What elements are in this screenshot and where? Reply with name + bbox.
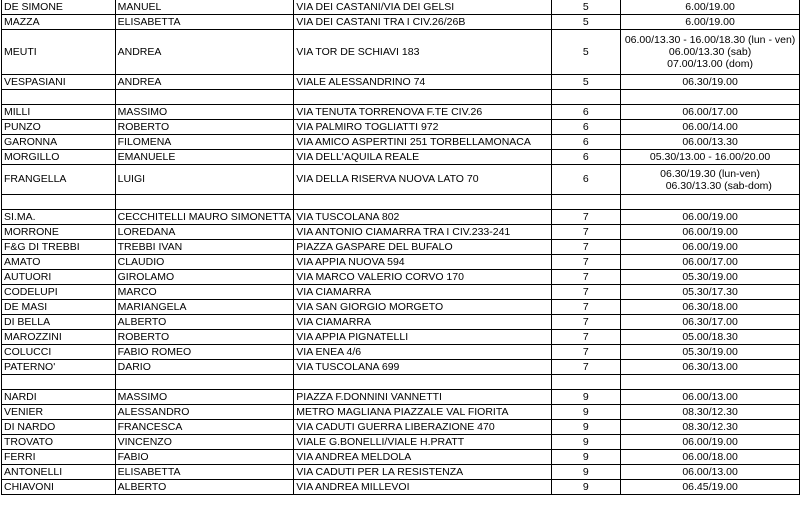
cell-surname: ANTONELLI: [2, 465, 116, 480]
cell-surname: DE SIMONE: [2, 0, 116, 15]
cell-surname: [2, 375, 116, 390]
cell-hours: 05.00/18.30: [621, 330, 800, 345]
table-row: [2, 360, 800, 375]
cell-zone: 6: [551, 150, 621, 165]
cell-name: [115, 90, 294, 105]
cell-address: VIA DEI CASTANI/VIA DEI GELSI: [294, 0, 551, 15]
cell-name: ELISABETTA: [115, 15, 294, 30]
table-row: [2, 165, 800, 195]
cell-hours: 06.30/18.00: [621, 300, 800, 315]
cell-zone: [551, 195, 621, 210]
cell-address: VIA CADUTI PER LA RESISTENZA: [294, 465, 551, 480]
cell-surname: FRANGELLA: [2, 165, 116, 195]
cell-name: ALESSANDRO: [115, 405, 294, 420]
cell-name: FILOMENA: [115, 135, 294, 150]
cell-zone: 6: [551, 165, 621, 195]
table-row: [2, 135, 800, 150]
cell-name: MASSIMO: [115, 390, 294, 405]
cell-hours: 6.00/19.00: [621, 0, 800, 15]
kiosk-table: [1, 0, 800, 495]
cell-name: LUIGI: [115, 165, 294, 195]
cell-hours: 05.30/19.00: [621, 345, 800, 360]
cell-surname: FERRI: [2, 450, 116, 465]
cell-zone: 9: [551, 435, 621, 450]
cell-hours: 05.30/19.00: [621, 270, 800, 285]
cell-hours: 06.30/19.30 (lun-ven) 06.30/13.30 (sab-dom): [621, 165, 800, 195]
cell-surname: SI.MA.: [2, 210, 116, 225]
cell-surname: [2, 195, 116, 210]
table-row: [2, 225, 800, 240]
cell-zone: 9: [551, 465, 621, 480]
cell-address: VIA TOR DE SCHIAVI 183: [294, 30, 551, 75]
cell-surname: MORRONE: [2, 225, 116, 240]
table-row: [2, 315, 800, 330]
cell-hours: 06.00/14.00: [621, 120, 800, 135]
cell-zone: 7: [551, 270, 621, 285]
cell-zone: 9: [551, 420, 621, 435]
cell-zone: 5: [551, 75, 621, 90]
cell-address: VIA TENUTA TORRENOVA F.TE CIV.26: [294, 105, 551, 120]
cell-surname: CHIAVONI: [2, 480, 116, 495]
cell-surname: DI BELLA: [2, 315, 116, 330]
cell-hours: 06.00/17.00: [621, 105, 800, 120]
cell-zone: 7: [551, 330, 621, 345]
table-row: [2, 150, 800, 165]
separator-row: [2, 90, 800, 105]
cell-address: VIA MARCO VALERIO CORVO 170: [294, 270, 551, 285]
cell-address: VIA CADUTI GUERRA LIBERAZIONE 470: [294, 420, 551, 435]
cell-zone: 9: [551, 480, 621, 495]
cell-name: ANDREA: [115, 75, 294, 90]
cell-name: ALBERTO: [115, 480, 294, 495]
cell-name: MASSIMO: [115, 105, 294, 120]
cell-name: ROBERTO: [115, 330, 294, 345]
cell-surname: MAROZZINI: [2, 330, 116, 345]
cell-zone: 6: [551, 135, 621, 150]
cell-hours: 06.30/13.00: [621, 360, 800, 375]
cell-zone: 7: [551, 300, 621, 315]
cell-address: VIALE G.BONELLI/VIALE H.PRATT: [294, 435, 551, 450]
table-row: [2, 120, 800, 135]
cell-address: VIA APPIA PIGNATELLI: [294, 330, 551, 345]
cell-name: MANUEL: [115, 0, 294, 15]
table-row: [2, 330, 800, 345]
cell-surname: [2, 90, 116, 105]
cell-hours: 06.00/19.00: [621, 240, 800, 255]
cell-hours: 06.00/13.30 - 16.00/18.30 (lun - ven) 06.00/13.30 (sab) 07.00/13.00 (dom): [621, 30, 800, 75]
cell-hours: [621, 375, 800, 390]
cell-surname: MILLI: [2, 105, 116, 120]
cell-zone: 7: [551, 255, 621, 270]
cell-address: PIAZZA F.DONNINI VANNETTI: [294, 390, 551, 405]
cell-surname: PATERNO': [2, 360, 116, 375]
cell-zone: 6: [551, 105, 621, 120]
cell-zone: 7: [551, 210, 621, 225]
table-row: [2, 435, 800, 450]
cell-name: MARCO: [115, 285, 294, 300]
table-row: [2, 450, 800, 465]
cell-address: VIA TUSCOLANA 802: [294, 210, 551, 225]
cell-address: VIA DEI CASTANI TRA I CIV.26/26B: [294, 15, 551, 30]
cell-address: VIA ANDREA MELDOLA: [294, 450, 551, 465]
table-row: [2, 240, 800, 255]
cell-name: TREBBI IVAN: [115, 240, 294, 255]
cell-name: FRANCESCA: [115, 420, 294, 435]
cell-address: VIA DELL'AQUILA REALE: [294, 150, 551, 165]
cell-zone: 5: [551, 0, 621, 15]
cell-surname: DE MASI: [2, 300, 116, 315]
table-row: [2, 75, 800, 90]
table-row: [2, 30, 800, 75]
cell-name: ALBERTO: [115, 315, 294, 330]
cell-surname: VENIER: [2, 405, 116, 420]
cell-surname: NARDI: [2, 390, 116, 405]
table-row: [2, 0, 800, 15]
cell-zone: 7: [551, 225, 621, 240]
cell-address: VIA ANDREA MILLEVOI: [294, 480, 551, 495]
cell-hours: 06.30/17.00: [621, 315, 800, 330]
table-row: [2, 285, 800, 300]
cell-surname: COLUCCI: [2, 345, 116, 360]
cell-hours: [621, 195, 800, 210]
table-row: [2, 105, 800, 120]
table-row: [2, 300, 800, 315]
cell-name: ROBERTO: [115, 120, 294, 135]
cell-hours: 06.00/19.00: [621, 435, 800, 450]
cell-surname: MEUTI: [2, 30, 116, 75]
cell-surname: DI NARDO: [2, 420, 116, 435]
cell-hours: 05.30/17.30: [621, 285, 800, 300]
cell-surname: AMATO: [2, 255, 116, 270]
cell-hours: 06.45/19.00: [621, 480, 800, 495]
cell-name: [115, 195, 294, 210]
cell-hours: [621, 90, 800, 105]
cell-zone: [551, 90, 621, 105]
cell-address: VIA APPIA NUOVA 594: [294, 255, 551, 270]
cell-zone: 7: [551, 285, 621, 300]
cell-hours: 06.30/19.00: [621, 75, 800, 90]
cell-address: VIA CIAMARRA: [294, 285, 551, 300]
cell-zone: [551, 375, 621, 390]
cell-zone: 9: [551, 405, 621, 420]
table-row: [2, 405, 800, 420]
cell-hours: 06.00/17.00: [621, 255, 800, 270]
cell-zone: 7: [551, 360, 621, 375]
cell-address: VIA ENEA 4/6: [294, 345, 551, 360]
cell-name: FABIO: [115, 450, 294, 465]
cell-hours: 08.30/12.30: [621, 420, 800, 435]
cell-address: VIA CIAMARRA: [294, 315, 551, 330]
separator-row: [2, 375, 800, 390]
cell-surname: F&G DI TREBBI: [2, 240, 116, 255]
cell-hours: 06.00/19.00: [621, 210, 800, 225]
cell-zone: 9: [551, 390, 621, 405]
table-row: [2, 480, 800, 495]
cell-hours: 6.00/19.00: [621, 15, 800, 30]
cell-address: [294, 375, 551, 390]
cell-surname: AUTUORI: [2, 270, 116, 285]
cell-address: VIA PALMIRO TOGLIATTI 972: [294, 120, 551, 135]
cell-hours: 08.30/12.30: [621, 405, 800, 420]
cell-address: VIA TUSCOLANA 699: [294, 360, 551, 375]
cell-surname: CODELUPI: [2, 285, 116, 300]
table-row: [2, 465, 800, 480]
table-row: [2, 390, 800, 405]
cell-name: GIROLAMO: [115, 270, 294, 285]
cell-name: DARIO: [115, 360, 294, 375]
cell-hours: 06.00/13.30: [621, 135, 800, 150]
table-row: [2, 210, 800, 225]
cell-name: [115, 375, 294, 390]
cell-hours: 06.00/13.00: [621, 390, 800, 405]
table-row: [2, 15, 800, 30]
cell-name: EMANUELE: [115, 150, 294, 165]
cell-surname: MORGILLO: [2, 150, 116, 165]
cell-address: VIA ANTONIO CIAMARRA TRA I CIV.233-241: [294, 225, 551, 240]
cell-hours: 06.00/13.00: [621, 465, 800, 480]
cell-name: ANDREA: [115, 30, 294, 75]
cell-address: [294, 90, 551, 105]
table-row: [2, 270, 800, 285]
cell-address: VIA DELLA RISERVA NUOVA LATO 70: [294, 165, 551, 195]
cell-hours: 05.30/13.00 - 16.00/20.00: [621, 150, 800, 165]
cell-name: CLAUDIO: [115, 255, 294, 270]
cell-address: VIA AMICO ASPERTINI 251 TORBELLAMONACA: [294, 135, 551, 150]
table-body: [2, 0, 800, 495]
cell-surname: PUNZO: [2, 120, 116, 135]
table-row: [2, 255, 800, 270]
cell-zone: 7: [551, 315, 621, 330]
cell-address: METRO MAGLIANA PIAZZALE VAL FIORITA: [294, 405, 551, 420]
cell-name: CECCHITELLI MAURO SIMONETTA: [115, 210, 294, 225]
cell-name: FABIO ROMEO: [115, 345, 294, 360]
cell-surname: GARONNA: [2, 135, 116, 150]
separator-row: [2, 195, 800, 210]
cell-surname: TROVATO: [2, 435, 116, 450]
cell-address: VIALE ALESSANDRINO 74: [294, 75, 551, 90]
cell-zone: 5: [551, 30, 621, 75]
cell-zone: 6: [551, 120, 621, 135]
cell-hours: 06.00/19.00: [621, 225, 800, 240]
table-row: [2, 345, 800, 360]
cell-address: PIAZZA GASPARE DEL BUFALO: [294, 240, 551, 255]
cell-surname: MAZZA: [2, 15, 116, 30]
cell-name: MARIANGELA: [115, 300, 294, 315]
cell-address: [294, 195, 551, 210]
table-row: [2, 420, 800, 435]
cell-zone: 7: [551, 240, 621, 255]
cell-zone: 7: [551, 345, 621, 360]
cell-zone: 5: [551, 15, 621, 30]
cell-name: VINCENZO: [115, 435, 294, 450]
cell-hours: 06.00/18.00: [621, 450, 800, 465]
cell-name: ELISABETTA: [115, 465, 294, 480]
cell-surname: VESPASIANI: [2, 75, 116, 90]
cell-zone: 9: [551, 450, 621, 465]
cell-name: LOREDANA: [115, 225, 294, 240]
cell-address: VIA SAN GIORGIO MORGETO: [294, 300, 551, 315]
